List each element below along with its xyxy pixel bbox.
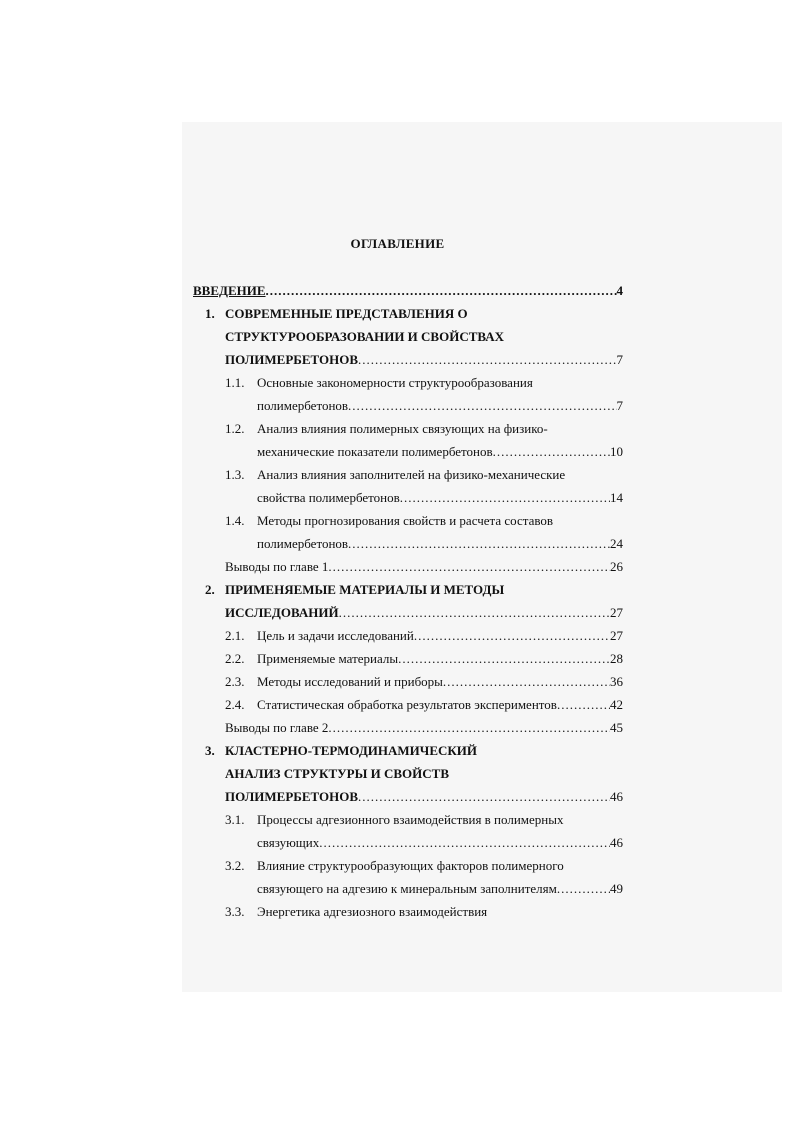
toc-entry-2-1[interactable]	[257, 628, 623, 644]
chapter-3-number: 3.	[205, 743, 215, 758]
entry-label: связующего на адгезию к минеральным заполнителям	[257, 881, 557, 896]
toc-entry-3-2[interactable]	[257, 881, 623, 897]
toc-entry-2-3[interactable]	[257, 674, 623, 690]
dot-leader	[400, 490, 610, 506]
toc-entry-1-4[interactable]	[257, 536, 623, 552]
toc-entry-3-1[interactable]	[257, 835, 623, 851]
entry-page: 7	[616, 352, 623, 367]
entry-label: полимербетонов	[257, 398, 349, 413]
section-number: 1.1.	[225, 375, 245, 390]
section-number: 2.3.	[225, 674, 245, 689]
toc-entry-chapter-2[interactable]	[225, 605, 623, 621]
entry-page: 36	[610, 674, 623, 689]
chapter-1-heading[interactable]	[205, 306, 215, 322]
toc-entry-1-3[interactable]	[257, 490, 623, 506]
entry-label: ВВЕДЕНИЕ	[193, 283, 266, 298]
entry-page: 27	[610, 605, 623, 620]
dot-leader	[328, 720, 610, 736]
section-1-3-line1: Анализ влияния заполнителей на физико-механические	[257, 467, 566, 482]
chapter-3-line1: КЛАСТЕРНО-ТЕРМОДИНАМИЧЕСКИЙ	[225, 743, 478, 758]
toc-entry-2-2[interactable]	[257, 651, 623, 667]
entry-label: свойства полимербетонов	[257, 490, 400, 505]
section-3-1-line1: Процессы адгезионного взаимодействия в полимерных	[257, 812, 564, 827]
entry-page: 42	[610, 697, 623, 712]
dot-leader	[493, 444, 610, 460]
chapter-1-line1: СОВРЕМЕННЫЕ ПРЕДСТАВЛЕНИЯ О	[225, 306, 468, 321]
section-number: 2.1.	[225, 628, 245, 643]
dot-leader	[319, 835, 610, 851]
entry-page: 7	[616, 398, 623, 413]
dot-leader	[358, 352, 616, 368]
dot-leader	[414, 628, 610, 644]
section-number: 1.2.	[225, 421, 245, 436]
toc-entry-1-2[interactable]	[257, 444, 623, 460]
dot-leader	[398, 651, 610, 667]
chapter-1-line2: СТРУКТУРООБРАЗОВАНИИ И СВОЙСТВАХ	[225, 329, 505, 344]
entry-page: 28	[610, 651, 623, 666]
toc-entry-conclusion-2[interactable]	[225, 720, 623, 736]
section-number: 2.2.	[225, 651, 245, 666]
entry-label: ПОЛИМЕРБЕТОНОВ	[225, 789, 359, 804]
section-number: 1.4.	[225, 513, 245, 528]
section-number: 1.3.	[225, 467, 245, 482]
entry-label: Статистическая обработка результатов экспериментов	[257, 697, 557, 712]
entry-label: полимербетонов	[257, 536, 349, 551]
section-3-2-line1: Влияние структурообразующих факторов полимерного	[257, 858, 564, 873]
toc-entry-1-1[interactable]	[257, 398, 623, 414]
entry-label: Методы исследований и приборы	[257, 674, 443, 689]
toc-entry-2-4[interactable]	[257, 697, 623, 713]
section-number: 3.1.	[225, 812, 245, 827]
chapter-2-line1: ПРИМЕНЯЕМЫЕ МАТЕРИАЛЫ И МЕТОДЫ	[225, 582, 505, 597]
entry-label: Выводы по главе 2	[225, 720, 329, 735]
section-number: 3.3.	[225, 904, 245, 919]
chapter-3-line2: АНАЛИЗ СТРУКТУРЫ И СВОЙСТВ	[225, 766, 449, 781]
dot-leader	[443, 674, 610, 690]
entry-label: механические показатели полимербетонов	[257, 444, 493, 459]
entry-page: 46	[610, 835, 623, 850]
dot-leader	[266, 283, 617, 299]
entry-label: ИССЛЕДОВАНИЙ	[225, 605, 339, 620]
entry-page: 14	[610, 490, 623, 505]
entry-page: 4	[616, 283, 623, 298]
section-number: 2.4.	[225, 697, 245, 712]
section-1-2-line1: Анализ влияния полимерных связующих на физико-	[257, 421, 548, 436]
toc-entry-chapter-3[interactable]	[225, 789, 623, 805]
chapter-number: 1.	[205, 306, 215, 321]
entry-label: Применяемые материалы	[257, 651, 399, 666]
chapter-2-number: 2.	[205, 582, 215, 597]
toc-entry-intro[interactable]	[193, 283, 623, 299]
entry-label: ПОЛИМЕРБЕТОНОВ	[225, 352, 359, 367]
dot-leader	[348, 536, 610, 552]
dot-leader	[348, 398, 616, 414]
section-1-4-line1: Методы прогнозирования свойств и расчета составов	[257, 513, 554, 528]
entry-page: 26	[610, 559, 623, 574]
entry-label: Цель и задачи исследований	[257, 628, 414, 643]
entry-page: 24	[610, 536, 623, 551]
entry-page: 45	[610, 720, 623, 735]
section-1-1-line1: Основные закономерности структурообразования	[257, 375, 533, 390]
entry-page: 10	[610, 444, 623, 459]
entry-page: 27	[610, 628, 623, 643]
dot-leader	[328, 559, 610, 575]
dot-leader	[557, 881, 610, 897]
entry-page: 46	[610, 789, 623, 804]
entry-page: 49	[610, 881, 623, 896]
entry-label: Выводы по главе 1	[225, 559, 329, 574]
section-number: 3.2.	[225, 858, 245, 873]
toc-entry-conclusion-1[interactable]	[225, 559, 623, 575]
dot-leader	[358, 789, 610, 805]
entry-label: связующих	[257, 835, 320, 850]
toc-title: ОГЛАВЛЕНИЕ	[350, 236, 445, 251]
toc-entry-3-3[interactable]: Энергетика адгезиозного взаимодействия	[257, 904, 488, 919]
dot-leader	[339, 605, 610, 621]
dot-leader	[557, 697, 610, 713]
toc-entry-chapter-1[interactable]	[225, 352, 623, 368]
